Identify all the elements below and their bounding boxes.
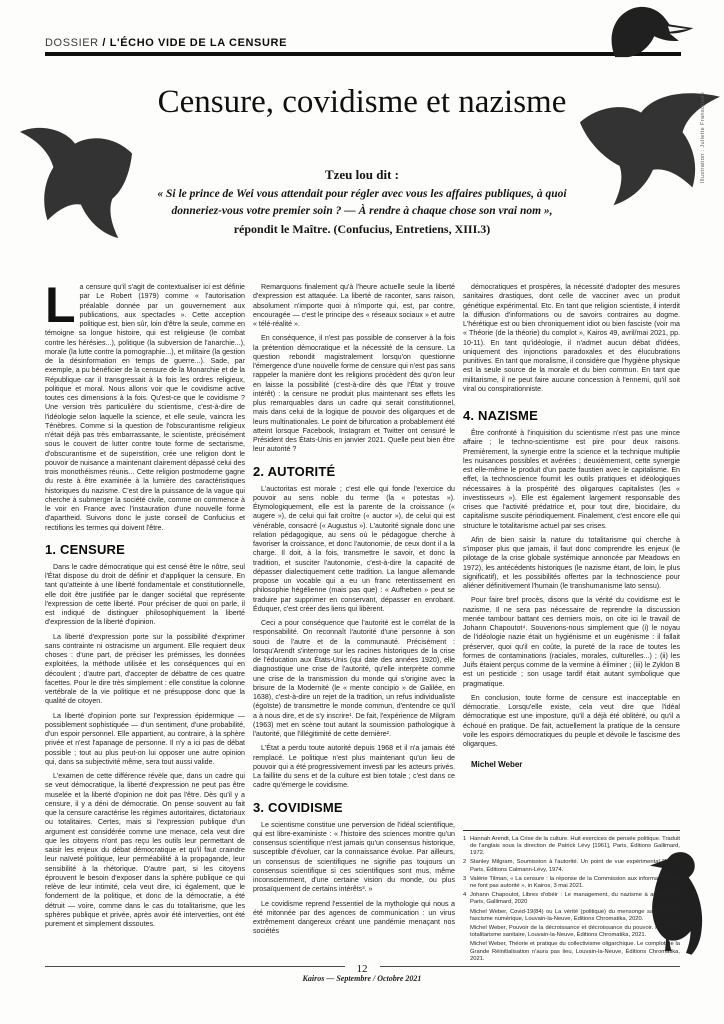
footnote-number: 2 (463, 859, 467, 866)
article-paragraph: Remarquons finalement qu'à l'heure actuelle seule la liberté d'expression est attaquée. La liberté de raconter, sans raison, absolument n'importe quoi à n'importe qui, est, par contre, encouragée — c'est le principe des « réseaux sociaux » et autre « télé-réalité ». (253, 283, 455, 328)
crow-head-illustration (597, 0, 697, 58)
article-paragraph: L'État a perdu toute autorité depuis 1968 et il n'a jamais été remplacé. Le politique n'est plus maintenant qu'un lieu de pouvoir qui a été progressivement investi par les acteurs privés. La faillite du sens et de la culture est bien totale ; c'est dans ce cadre qu'émerge le covidisme. (253, 744, 455, 790)
column-1 (45, 283, 245, 965)
footnote (463, 909, 680, 923)
footnote-text: Michel Weber, Pouvoir de la décroissance et décroissance du pouvoir. Penser le totalitarisme sanitaire, Louvain-la-Neuve, Éditions Chromatika, 2021. (470, 924, 680, 939)
kicker-separator: / (102, 37, 107, 49)
article-paragraph: Le scientisme constitue une perversion de l'idéal scientifique, qui est libre-exaministe : « l'histoire des sciences montre qu'un consensus scientifique n'est jamais qu'un consensus historique, susceptible d'évoluer, car la connaissance évolue. Par ailleurs, un consensus de scientifiques ne signifie pas toujours un consensus scientifique si ces scientifiques sont mus, même inconsciemment, d'une certaine vision du monde, ou plus prosaïquement de certains intérêts³. » (253, 820, 455, 894)
footnote-number: 1 (463, 835, 467, 842)
footnote-text: Valérie Tilman, « La censure : la réponse de la Commission aux informations qui ne font pas autorité », in Kairos, 3 mai 2021. (470, 875, 680, 889)
paragraph-text: a censure qu'il s'agit de contextualiser ici est définie par Le Robert (1979) comme « l'autorisation préalable donnée par un gouvernement aux publications, aux spectacles ». Cette acception politique est, bien sûr, loin d'être la seule, comme en témoigne sa longue histoire, qui est religieuse (le combat contre les hérésies...), politique (la subversion de l'anarchie...), morale (la lutte contre la pornographie...), et militaire (la gestion de la désinformation en temps de guerre...). Sade, par exemple, a pu bénéficier de la censure de la Monarchie et de la République car il transgressait à la fois les ordres religieux, politique et moral. Nous allons voir que le covidisme active toutes ces dimensions à la fois. Qu'est-ce que le covidisme ? Une version très particulière du scientisme, c'est-à-dire de l'idéologie selon laquelle la science, et elle seule, vaincra les Ténèbres. Comme si la question de l'obscurantisme religieux n'était déjà pas très embarrassante, le scientiste, précisément sous le couvert de lutter contre toute forme de sectarisme, d'obscurantisme et de superstition, crée une religion dont le pouvoir de nuisance a maintenant clairement dépassé celui des trois monothéismes réunis... Cette religion postmoderne gagne du reste à être examinée à la lumière des caractéristiques historiques du nazisme. C'est dire la puissance de la vague qui cherche à submerger la société civile, comme on commence à le voir en France avec l'instauration d'une nouvelle forme d'apartheid. Suivons donc le juste conseil de Confucius et rectifions les termes qui doivent l'être. (45, 283, 245, 532)
footnote (463, 925, 680, 939)
footnote-text: Stanley Milgram, Soumission à l'autorité. Un point de vue expérimental [1974], Paris, Éditions Calmann-Lévy, 1974. (470, 859, 680, 873)
footnote-text: Johann Chapoutot, Libres d'obéir : Le management, du nazisme à aujourd'hui, Paris, Gallimard, 2020 (470, 892, 680, 906)
article-paragraph: Être confronté à l'inquisition du scientisme n'est pas une mince affaire ; le techno-scientisme est pire pour deux raisons. Premièrement, la synergie entre la science et la technique multiplie les nuisances possibles et avérées ; deuxièmement, cette synergie est elle-même le produit d'un pacte faustien avec le capitalisme. En effet, la technoscience fournit les outils pratiques et idéologiques nécessaires à la prospérité des oligarques capitalistes (les « investisseurs »). Elle est également largement responsable des crises que l'activité prédatrice et, pour tout dire, biocidaire, du capitalisme suscite périodiquement. Finalement, c'est encore elle qui structure le totalitarisme actuel par ses crises. (463, 429, 680, 530)
footnote (463, 876, 680, 890)
footnote-number (463, 909, 470, 923)
dossier-label: DOSSIER (45, 37, 99, 49)
footnote-number: 4 (463, 892, 467, 899)
section-heading-censure: 1. CENSURE (45, 541, 126, 557)
dossier-kicker (45, 37, 681, 49)
footnote-text: Michel Weber, Théorie et pratique du collectivisme oligarchique. Le complot de la Grande Réinitialisation n'aura pas lieu, Louvain-la-Neuve, Éditions Chromatika, 2021. (470, 941, 680, 962)
article-paragraph: Le covidisme reprend l'essentiel de la mythologie qui nous a été mitonnée par des agences de communication : un virus extrêmement dangereux créant une pandémie menaçant nos sociétés (253, 899, 455, 936)
illustration-credit: Illustration : Juliette Franscpado (700, 92, 706, 184)
crow-head-icon (597, 0, 697, 58)
page-number: 12 (345, 963, 380, 975)
article-paragraph: La liberté d'opinion porte sur l'expression épidermique — possiblement sophistiquée — d'un sentiment, d'une probabilité, d'un espoir personnel. Elle appartient, au contraire, à la sphère privée et n'est l'apanage de personne. Il n'y a ici pas de débat possible ; tout au plus peut-on lui opposer une autre opinion qui, dans sa subjectivité même, sera tout aussi valide. (45, 711, 245, 766)
footnote (463, 836, 680, 858)
article-paragraph: Pour faire bref procès, disons que la vérité du covidisme est le nazisme. Il ne sera pas nécessaire de reprendre la discussion menée tambour battant ces derniers mois, on cite ici le travail de Johann Chapoutot⁴. Souvenons-nous simplement que (i) le noyau de l'idéologie nazie était un hygiénisme et un eugénisme : il fallait préserver, quoi qu'il en coûte, la pureté de la race de toutes les formes de contaminations (raciales, morales, culturelles...) ; (ii) les Juifs étaient perçus comme de la vermine à éliminer ; (iii) le Zyklon B est un pesticide ; son usage tardif était autant symbolique que pragmatique. (463, 596, 680, 688)
footnote (463, 892, 680, 906)
article-paragraph: L'auctoritas est morale ; c'est elle qui fonde l'exercice du pouvoir au sens noble du terme (la « potestas »). Étymologiquement, elle est la parente de la croissance (« augere »), de celui qui fait croître (« auctor »), de celui qui est vénérable, consacré (« Augustus »). L'autorité signale donc une relation pédagogique, au sens où le pédagogue cherche à favoriser la croissance, et donc l'autonomie, de ceux dont il a la charge. Il doit, à la fois, transmettre le savoir, et donc la tradition, et susciter l'autonomie, c'est-à-dire la capacité de dépasser dialectiquement cette tradition. La langue allemande propose un vocable qui a eu un franc retentissement en philosophie hégélienne (mais pas que) : « Aufheben » peut se traduire par supprimer en conservant, dépasser en enrobant. Éduquer, c'est créer des liens qui libèrent. (253, 484, 455, 613)
section-heading-autorite: 2. AUTORITÉ (253, 463, 336, 479)
footnote-number (463, 925, 470, 939)
footnote-text: Hannah Arendt, La Crise de la culture. Huit exercices de pensée politique. Traduit de l'anglais sous la direction de Patrick Lévy [1961], Paris, Éditions Gallimard, 1972. (470, 835, 680, 857)
column-3 (463, 283, 680, 965)
article-paragraph: En conséquence, il n'est pas possible de conserver à la fois la prétention démocratique et la nécessité de la censure. La question rebondit magistralement lorsqu'on questionne l'émergence d'une nouvelle forme de censure qui n'est pas sans rappeler la manière dont les religions procèdent dès qu'on leur en laisse la possibilité (c'est-à-dire dès que l'État y trouve intérêt) : la censure ne produit plus maintenant ses effets les plus remarquables dans un cadre qui serait constitutionnel, mais dans celui de la logique de pouvoir des oligarques et de leurs multinationales. Le point de bifurcation a probablement été atteint lorsque Facebook, Instagram et Twitter ont censuré le Président des États-Unis en janvier 2021. Quelle peut bien être leur autorité ? (253, 334, 455, 454)
footnote-number: 3 (463, 875, 467, 882)
footnotes-block (463, 830, 680, 965)
dossier-title: L'ÉCHO VIDE DE LA CENSURE (109, 37, 288, 49)
footnote (463, 859, 680, 873)
footer-issue: Kairos — Septembre / Octobre 2021 (302, 974, 422, 983)
epigraph-attribution: répondit le Maître. (Confucius, Entretiens, XIII.3) (233, 222, 491, 236)
header-rule (45, 52, 681, 56)
article-paragraph: Ceci a pour conséquence que l'autorité est le corrélat de la responsabilité. On reconnaît l'autorité d'une personne à son souci de l'autre et de la communauté. Précisément : lorsqu'Arendt s'interroge sur les racines historiques de la crise de l'éducation aux États-Unis (qui date des années 1920), elle diagnostique une crise de l'autorité, qu'elle interprète comme une crise de la transmission du monde qui s'origine avec la brisure de la Modernité (le « mente concipio » de Galilée, en 1638), c'est-à-dire un rejet de la tradition, un refus individualiste (égoïste) de transmettre le monde commun, d'entendre ce qu'il a à nous dire, et de s'y inscrire¹. De fait, l'expérience de Milgram (1963) met en scène tout autant la soumission pathologique à l'autorité, que l'illégitimité de cette dernière². (253, 619, 455, 738)
article-paragraph: En conclusion, toute forme de censure est inacceptable en démocratie. Lorsqu'elle existe, cela veut dire que l'idéal démocratique est une imposture, qu'il a déjà été oblitéré, ou qu'il a échoué en pratique. De fait, actuellement la pratique de la censure voile les espoirs démocratiques du peuple et dévoile le fascisme des oligarques. (463, 693, 680, 748)
article-paragraph: L'examen de cette différence révèle que, dans un cadre qui se veut démocratique, la liberté d'expression ne peut pas être muselée et la liberté d'opinion ne doit pas l'être. Dès qu'il y a censure, il y a déni de démocratie. On pense souvent au fait que la censure caractérise les régimes autoritaires, dictatoriaux ou totalitaires. Certes, mais si l'expression publique d'un argument est considérée comme une menace, cela veut dire que les citoyens n'ont pas reçu les outils leur permettant de saisir les enjeux du débat démocratique et qu'il faut craindre leur naïveté politique, leur perméabilité à la propagande, leur sensibilité à la rhétorique. D'autre part, si les citoyens éprouvent le besoin d'exposer dans la sphère publique ce qui relève de leur intimité, cela veut dire, ici également, que le fondement de la politique, et donc de la démocratie, a été détruit — voire, comme dans le cas du totalitarisme, que les sphères publique et privée, après avoir été interverties, ont été purement et simplement dissoutes. (45, 772, 245, 928)
article-paragraph (45, 283, 245, 533)
article-paragraph: Afin de bien saisir la nature du totalitarisme qui cherche à s'imposer plus que jamais, il faut donc comprendre les enjeux (le pilotage de la crise globale systémique annoncée par Meadows en 1972), les antécédents historiques (le nazisme étant, de loin, le plus significatif), et les possibilités offertes par la technoscience pour aliéner définitivement l'humain (le transhumanisme lato sensu). (463, 535, 680, 590)
article-title: Censure, covidisme et nazisme (157, 84, 567, 120)
page-header (45, 37, 681, 56)
epigraph-intro: Tzeu lou dit : (324, 167, 400, 182)
article-body (45, 283, 680, 965)
article-paragraph: Dans le cadre démocratique qui est censé être le nôtre, seul l'État dispose du droit de définir et d'appliquer la censure. En tant qu'atteinte à une liberté fondamentale et constitutionnelle, elle doit être justifiée par le danger sociétal que représente l'expression de cette liberté. Pour préciser de quoi on parle, il est indiqué de distinguer philosophiquement la liberté d'expression de la liberté d'opinion. (45, 562, 245, 627)
article-paragraph: démocratiques et prospères, la nécessité d'adopter des mesures sanitaires drastiques, dont celle de vacciner avec un produit génétique expérimental. Etc. En tant que religion scientiste, il interdit la diffusion d'informations ou de savoirs contraires au dogme. L'hérétique est ou bien chroniquement idiot ou bien fasciste (voir ma « Théorie (de la théorie) du complot », Kairos 49, avril/mai 2021, pp. 10-11). En tant qu'idéologie, il n'admet aucun débat d'idées, uniquement des injonctions paradoxales et des élucubrations punitives. En tant que moralisme, il considère que l'hygiène physique est la seule source de la morale et du bien commun. En tant que militarisme, il ne peut faire aucune concession à l'ennemi, qu'il soit viral ou conspirationniste. (463, 283, 680, 393)
article-paragraph: La liberté d'expression porte sur la possibilité d'exprimer sans contrainte ni ostracisme un argument. Elle requiert deux choses : d'une part, de préciser les prémisses, les données exploitées, la méthode utilisée et les conséquences qui en découlent ; d'autre part, d'accepter de débattre de ces quatre facettes. Pour le dire très simplement : elle constitue la colonne vertébrale de la vie politique et ne présuppose donc que la qualité de citoyen. (45, 632, 245, 706)
section-heading-nazisme: 4. NAZISME (463, 408, 538, 423)
dropcap-letter: L (45, 283, 76, 333)
footnote-text: Michel Weber, Covid-19(84) ou La vérité (politique) du mensonge sanitaire : le fascisme numérique, Louvain-la-Neuve, Éditions Chromatika, 2020. (470, 908, 680, 922)
epigraph (92, 167, 632, 237)
section-heading-covidisme: 3. COVIDISME (253, 799, 343, 815)
epigraph-quote-line2: donneriez-vous votre premier soin ? — À rendre à chaque chose son vrai nom », (171, 205, 553, 217)
author-signature: Michel Weber (471, 760, 523, 770)
column-2 (253, 283, 455, 965)
epigraph-quote-line1: « Si le prince de Wei vous attendait pour régler avec vous les affaires publiques, à quoi (157, 188, 567, 200)
